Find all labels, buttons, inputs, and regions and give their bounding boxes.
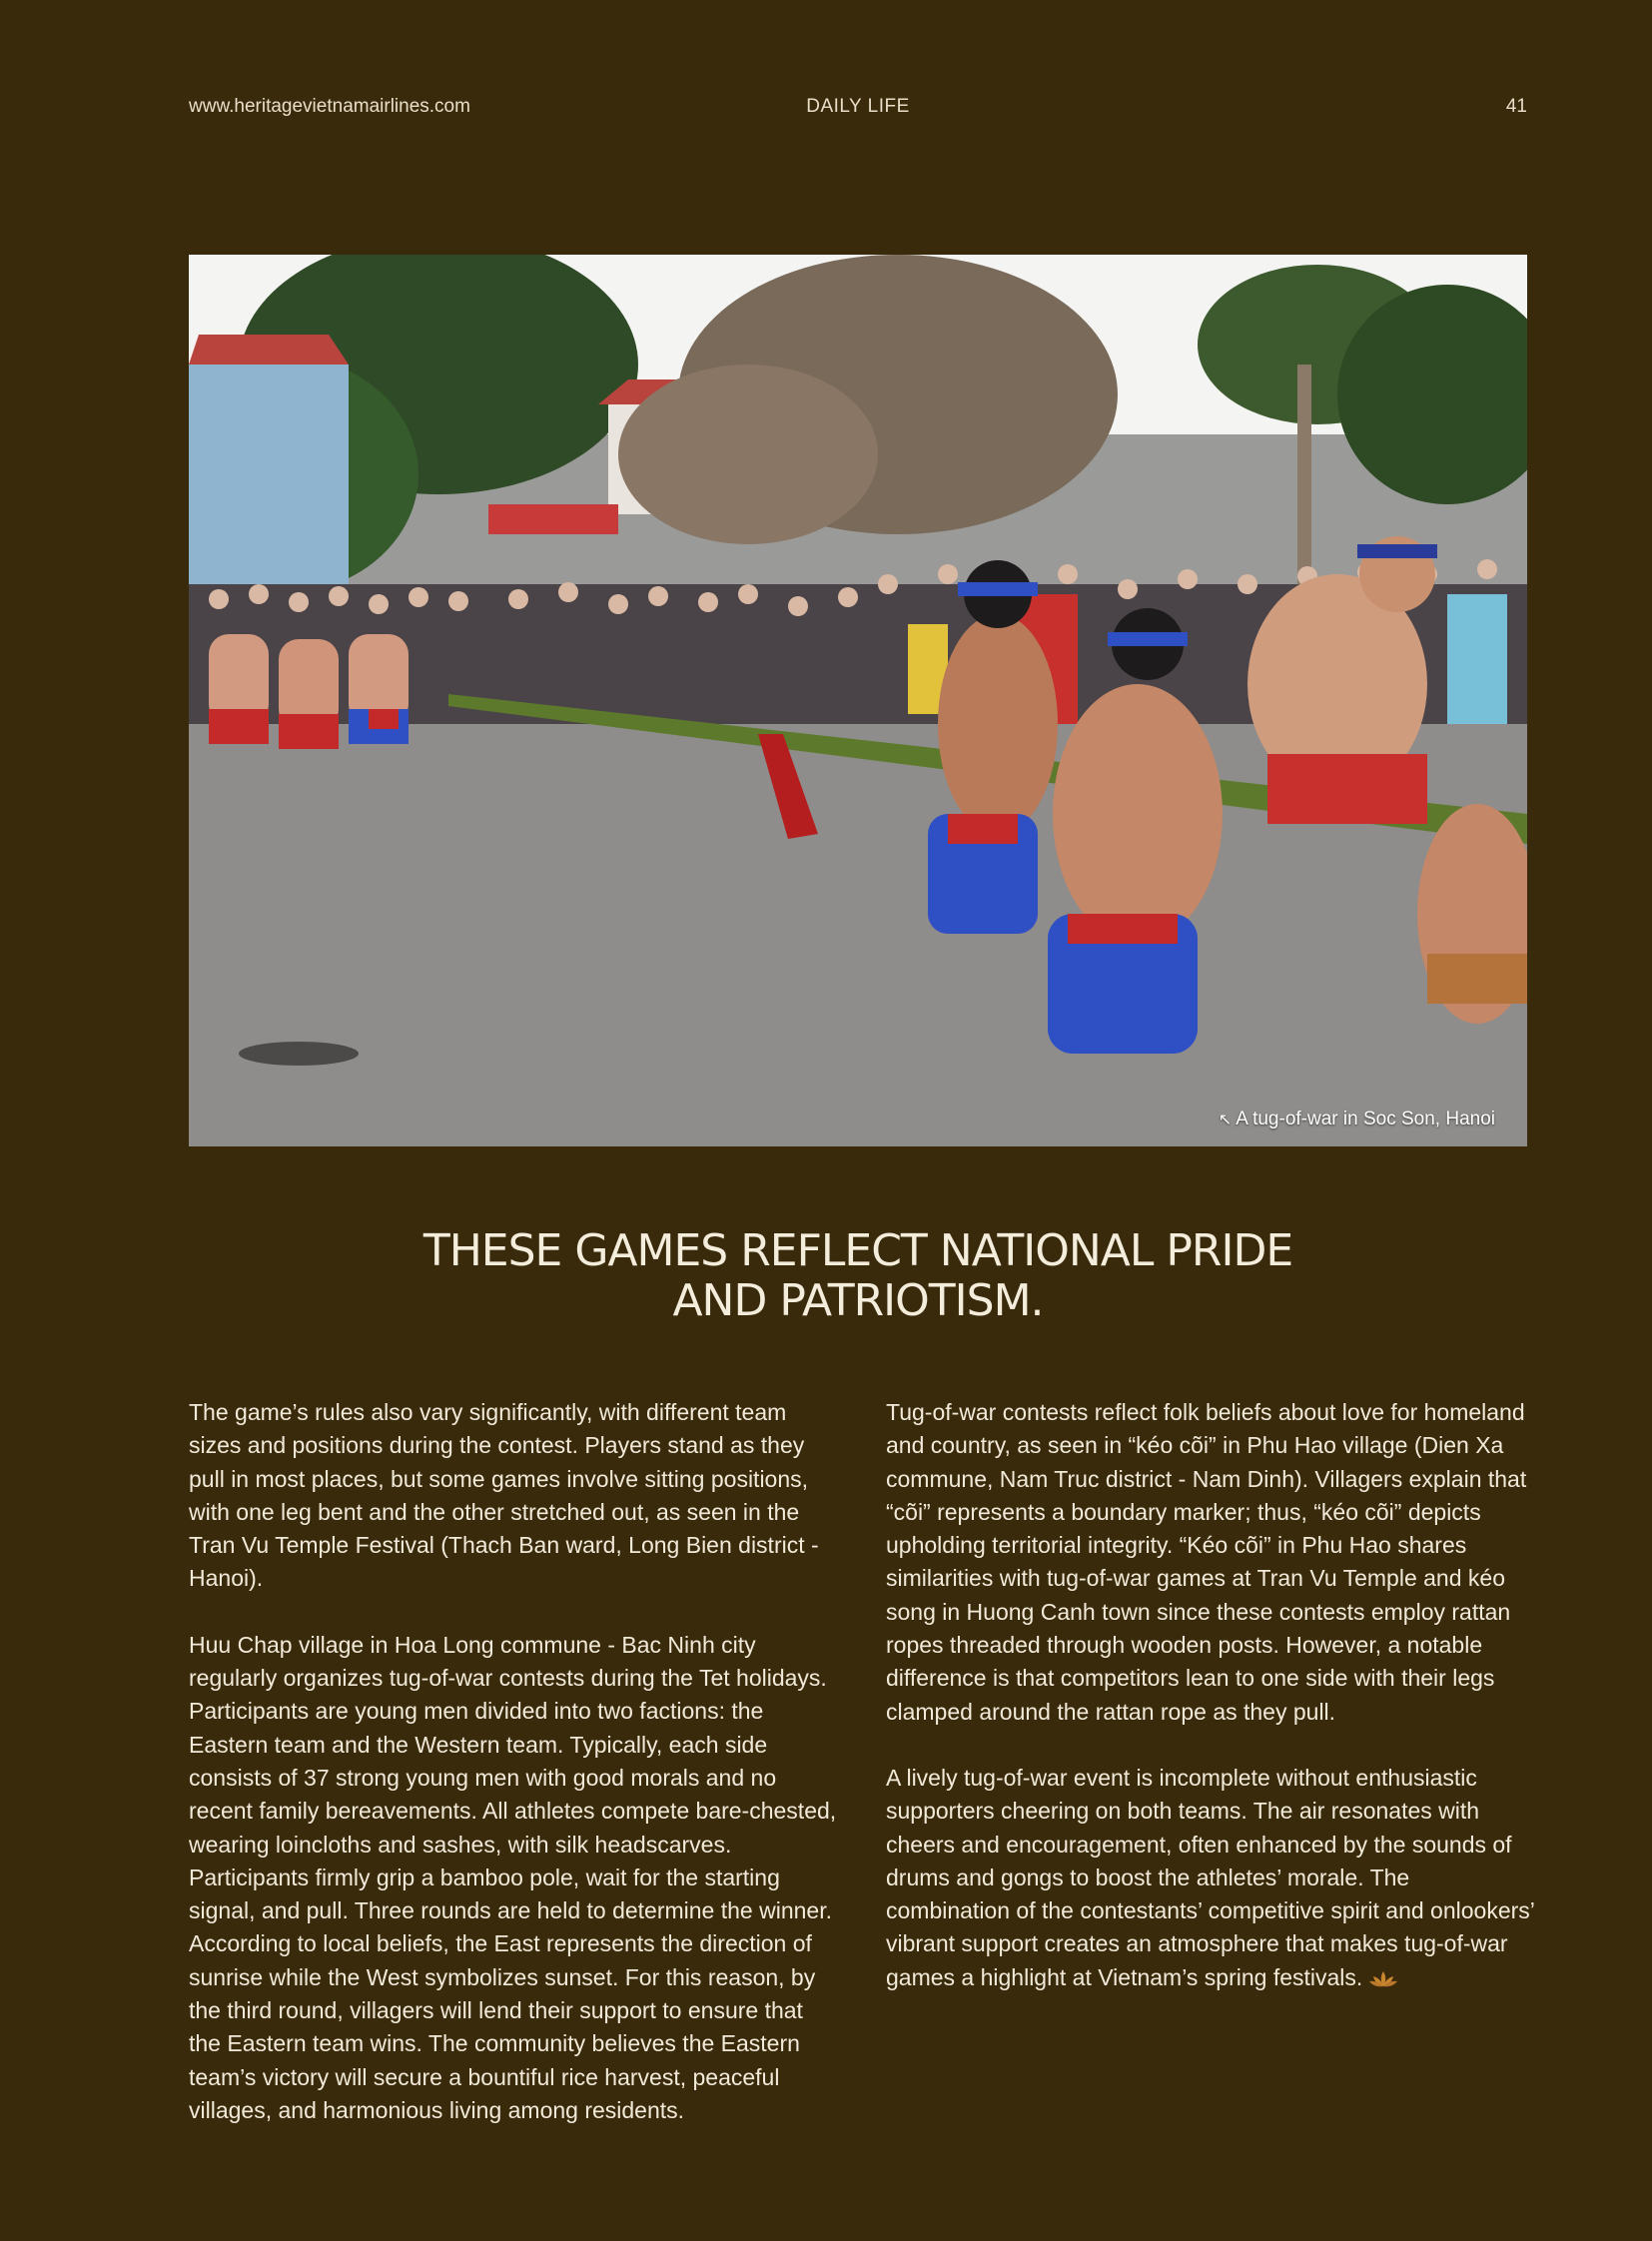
photo-illustration xyxy=(189,255,1527,1146)
pull-quote-line-2: AND PATRIOTISM. xyxy=(672,1275,1044,1326)
left-column xyxy=(189,1396,838,2160)
right-paragraph-2-wrapper xyxy=(886,1762,1535,1994)
right-paragraph-1: Tug-of-war contests reflect folk beliefs about love for homeland and country, as seen in “kéo cõi” in Phu Hao village (Dien Xa commune, Nam Truc district - Nam Dinh). Villagers explain that “cõi” represents a boundary marker; thus, “kéo cõi” depicts upholding territorial integrity. “Kéo cõi” in Phu Hao shares similarities with tug-of-war games at Tran Vu Temple and kéo song in Huong Canh town since these contests employ rattan ropes threaded through wooden posts. However, a notable difference is that competitors lean to one side with their legs clamped around the rattan rope as they pull. xyxy=(886,1399,1527,1725)
photo-caption xyxy=(1219,1109,1495,1130)
right-paragraph-2: A lively tug-of-war event is incomplete without enthusiastic supporters cheering on both teams. The air resonates with cheers and encouragement, often enhanced by the sounds of drums and gongs to boost the athletes’ morale. The combination of the contestants’ competitive spirit and onlookers’ vibrant support creates an atmosphere that makes tug-of-war games a highlight at Vietnam’s spring festivals. xyxy=(886,1764,1535,1990)
website-url[interactable]: www.heritagevietnamairlines.com xyxy=(189,96,470,117)
photo-caption-text: A tug-of-war in Soc Son, Hanoi xyxy=(1236,1109,1495,1129)
pull-quote xyxy=(189,1226,1527,1326)
tug-of-war-photo xyxy=(189,255,1527,1146)
right-column xyxy=(886,1396,1535,2027)
page-number: 41 xyxy=(1505,96,1527,117)
left-paragraph-2: Huu Chap village in Hoa Long commune - Bac Ninh city regularly organizes tug-of-war contests during the Tet holidays. Participants are young men divided into two factions: the Eastern team and the Western team. Typically, each side consists of 37 strong young men with good morals and no recent family bereavements. All athletes compete bare-chested, wearing loincloths and sashes, with silk headscarves. Participants firmly grip a bamboo pole, wait for the starting signal, and pull. Three rounds are held to determine the winner. According to local beliefs, the East represents the direction of sunrise while the West symbolizes sunset. For this reason, by the third round, villagers will lend their support to ensure that the Eastern team wins. The community believes the Eastern team’s victory will secure a bountiful rice harvest, peaceful villages, and harmonious living among residents. xyxy=(189,1631,837,2123)
pull-quote-line-1: THESE GAMES REFLECT NATIONAL PRIDE xyxy=(422,1225,1293,1276)
arrow-up-left-icon: ↖ xyxy=(1218,1112,1233,1128)
lotus-icon xyxy=(1368,1969,1398,1989)
left-paragraph-1: The game’s rules also vary significantly, with different team sizes and positions during the contest. Players stand as they pull in most places, but some games involve sitting positions, with one leg bent and the other stretched out, as seen in the Tran Vu Temple Festival (Thach Ban ward, Long Bien district - Hanoi). xyxy=(189,1399,819,1592)
section-label: DAILY LIFE xyxy=(806,96,910,117)
page-header xyxy=(189,96,1527,122)
